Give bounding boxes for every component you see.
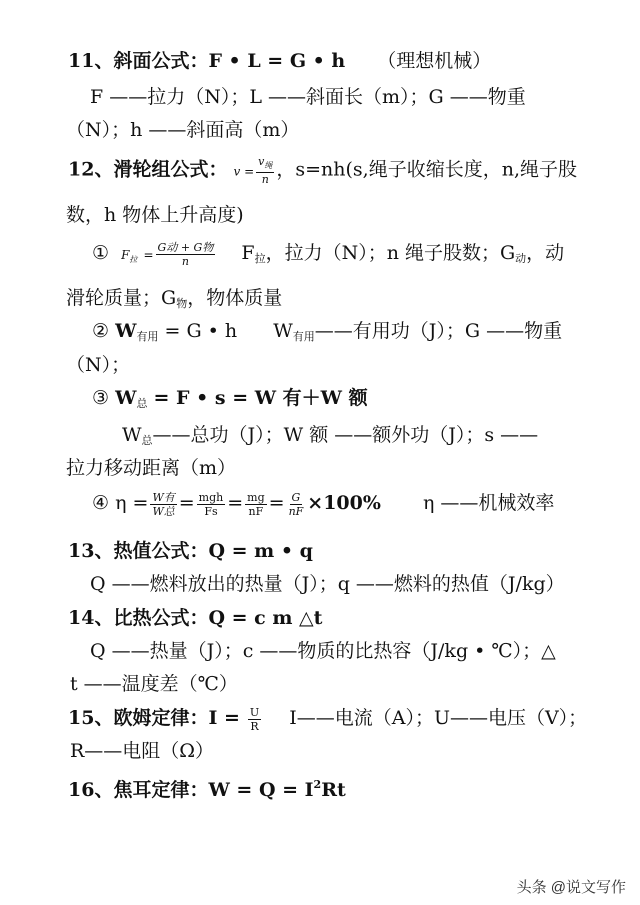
- s12-i3-formula: = F • s = W 有＋W 额: [153, 387, 368, 409]
- s12-item3: [92, 385, 368, 417]
- s15-title: 15、欧姆定律：: [68, 707, 209, 729]
- s12-i1-f: F: [121, 248, 130, 262]
- s16-formula-a: W = Q = I: [208, 779, 314, 801]
- s13-title: 13、热值公式：: [68, 540, 209, 562]
- s15-desc1: I——电流（A）；U——电压（V）；: [289, 707, 588, 729]
- s12-i4-frac1: [150, 491, 176, 518]
- s14-title: 14、比热公式：: [68, 607, 209, 629]
- s14-heading: [68, 605, 322, 631]
- s12-v-fraction: [256, 155, 274, 186]
- s12-i3-desc-w-sub: 总: [141, 434, 153, 447]
- s12-i2-line2: （N）；: [66, 354, 131, 376]
- s13-heading: [68, 538, 313, 564]
- s12-i3-line2: 拉力移动距离（m）: [66, 457, 237, 479]
- s12-i3-marker: ③: [92, 387, 110, 409]
- s12-i1-text-a-sub: 拉: [254, 252, 266, 265]
- s12-v: v =: [233, 164, 255, 179]
- s12-i1-f-sub: 拉: [129, 255, 138, 264]
- s15-fraction: [248, 706, 261, 733]
- s12-item4: ④ η = $\frac{\text{W有}}{\text{W总}}$ = $\frac{\text{mgh}}{Fs}$ = $\frac{mg}{nF}$ = $\frac{G}{nF}$ ×100% η ——机械效率: [92, 490, 555, 518]
- s16-sup: 2: [313, 778, 322, 791]
- s12-i3-w-sub: 总: [136, 397, 148, 410]
- s12-i3-desc-w: W: [122, 424, 142, 446]
- s12-item1: [92, 240, 564, 273]
- s12-i4-frac3: [245, 491, 266, 518]
- s12-i1-line2-a: 滑轮质量；G: [66, 287, 177, 309]
- s12-i1-line2-b: ，物体质量: [187, 287, 283, 309]
- s12-i4-tail: ×100%: [307, 492, 381, 514]
- s12-line2: 数，h 物体上升高度): [66, 204, 244, 226]
- s12-i2-w: W: [115, 320, 137, 342]
- s11-formula: F • L = G • h: [208, 50, 346, 72]
- s13-desc: Q ——燃料放出的热量（J）；q ——燃料的热值（J/kg）: [90, 573, 565, 595]
- s12-i1-eq: =: [143, 248, 154, 262]
- s12-v-den: n: [261, 173, 269, 186]
- s12-i1-fraction: [156, 241, 216, 268]
- s12-i2-formula: = G • h: [164, 320, 238, 342]
- s12-i1-marker: ①: [92, 242, 110, 264]
- s15-num: U: [249, 705, 260, 719]
- s11-desc1: F ——拉力（N）；L ——斜面长（m）；G ——物重: [90, 86, 526, 108]
- s16-formula-b: Rt: [321, 779, 346, 801]
- s11-title: 11、斜面公式：: [68, 50, 209, 72]
- s12-i4-marker: ④: [92, 492, 110, 514]
- s12-i2-desc: ——有用功（J）；G ——物重: [314, 320, 563, 342]
- s12-v-num: v: [258, 155, 265, 168]
- s12-i4-desc: η ——机械效率: [422, 492, 555, 514]
- s12-i1-text-b: ，拉力（N）；n 绳子股数；G: [265, 242, 516, 264]
- s12-i1-text-b-sub: 动: [515, 252, 527, 265]
- s12-i4-f4-den: nF: [288, 504, 304, 518]
- s11-note: （理想机械）: [377, 50, 492, 72]
- s15-den: R: [250, 719, 259, 733]
- s15-desc2: R——电阻（Ω）: [70, 740, 215, 762]
- s12-i3-desc: ——总功（J）；W 额 ——额外功（J）；s ——: [152, 424, 539, 446]
- s12-i4-f2-den: Fs: [204, 504, 218, 518]
- s12-i3-w: W: [115, 387, 137, 409]
- s12-v-num-sub: 绳: [264, 161, 273, 170]
- s12-i4-frac2: [197, 491, 226, 518]
- s12-heading: [68, 155, 577, 186]
- s15-i: I =: [208, 707, 240, 729]
- watermark: 头条 @说文写作: [516, 879, 626, 896]
- s14-desc1: Q ——热量（J）；c ——物质的比热容（J/kg • ℃）；△: [90, 640, 556, 662]
- s12-title: 12、滑轮组公式：: [68, 158, 228, 181]
- s12-i4-f2-num: mgh: [198, 490, 224, 504]
- s15-heading: [68, 705, 587, 733]
- s12-i4-frac4: [287, 491, 306, 518]
- s12-i1-num: G动 + G物: [157, 240, 214, 254]
- s12-i4-f1-den: W总: [152, 504, 175, 518]
- s12-i1-line2: [66, 285, 282, 317]
- s12-i1-den: n: [181, 254, 189, 268]
- s11-heading: [68, 48, 491, 74]
- s12-rest: ，s=nh(s,绳子收缩长度，n,绳子股: [276, 158, 577, 181]
- s12-i2-marker: ②: [92, 320, 110, 342]
- s12-i1-text-c: ，动: [526, 242, 565, 264]
- s13-formula: Q = m • q: [208, 540, 313, 562]
- s12-i4-f1-num: W有: [152, 490, 175, 504]
- s12-i1-text-a: F: [241, 242, 255, 264]
- s14-formula: Q = c m △t: [208, 607, 323, 629]
- s12-i4-f3-num: mg: [247, 490, 265, 504]
- s12-i4-eta: η =: [115, 492, 149, 514]
- s12-i4-f4-num: G: [291, 490, 301, 504]
- s14-desc2: t ——温度差（℃）: [70, 673, 238, 695]
- s12-i4-f3-den: nF: [248, 504, 264, 518]
- s11-desc2: （N）；h ——斜面高（m）: [66, 119, 300, 141]
- s12-i1-line2-sub: 物: [176, 297, 188, 310]
- s12-i2-desc-w-sub: 有用: [292, 330, 315, 343]
- s16-heading: [68, 772, 346, 803]
- s12-i2-w-sub: 有用: [136, 330, 159, 343]
- s12-item2: [92, 318, 562, 350]
- s16-title: 16、焦耳定律：: [68, 779, 209, 801]
- s12-i2-desc-w: W: [273, 320, 293, 342]
- s12-i3-desc-line: [122, 422, 538, 454]
